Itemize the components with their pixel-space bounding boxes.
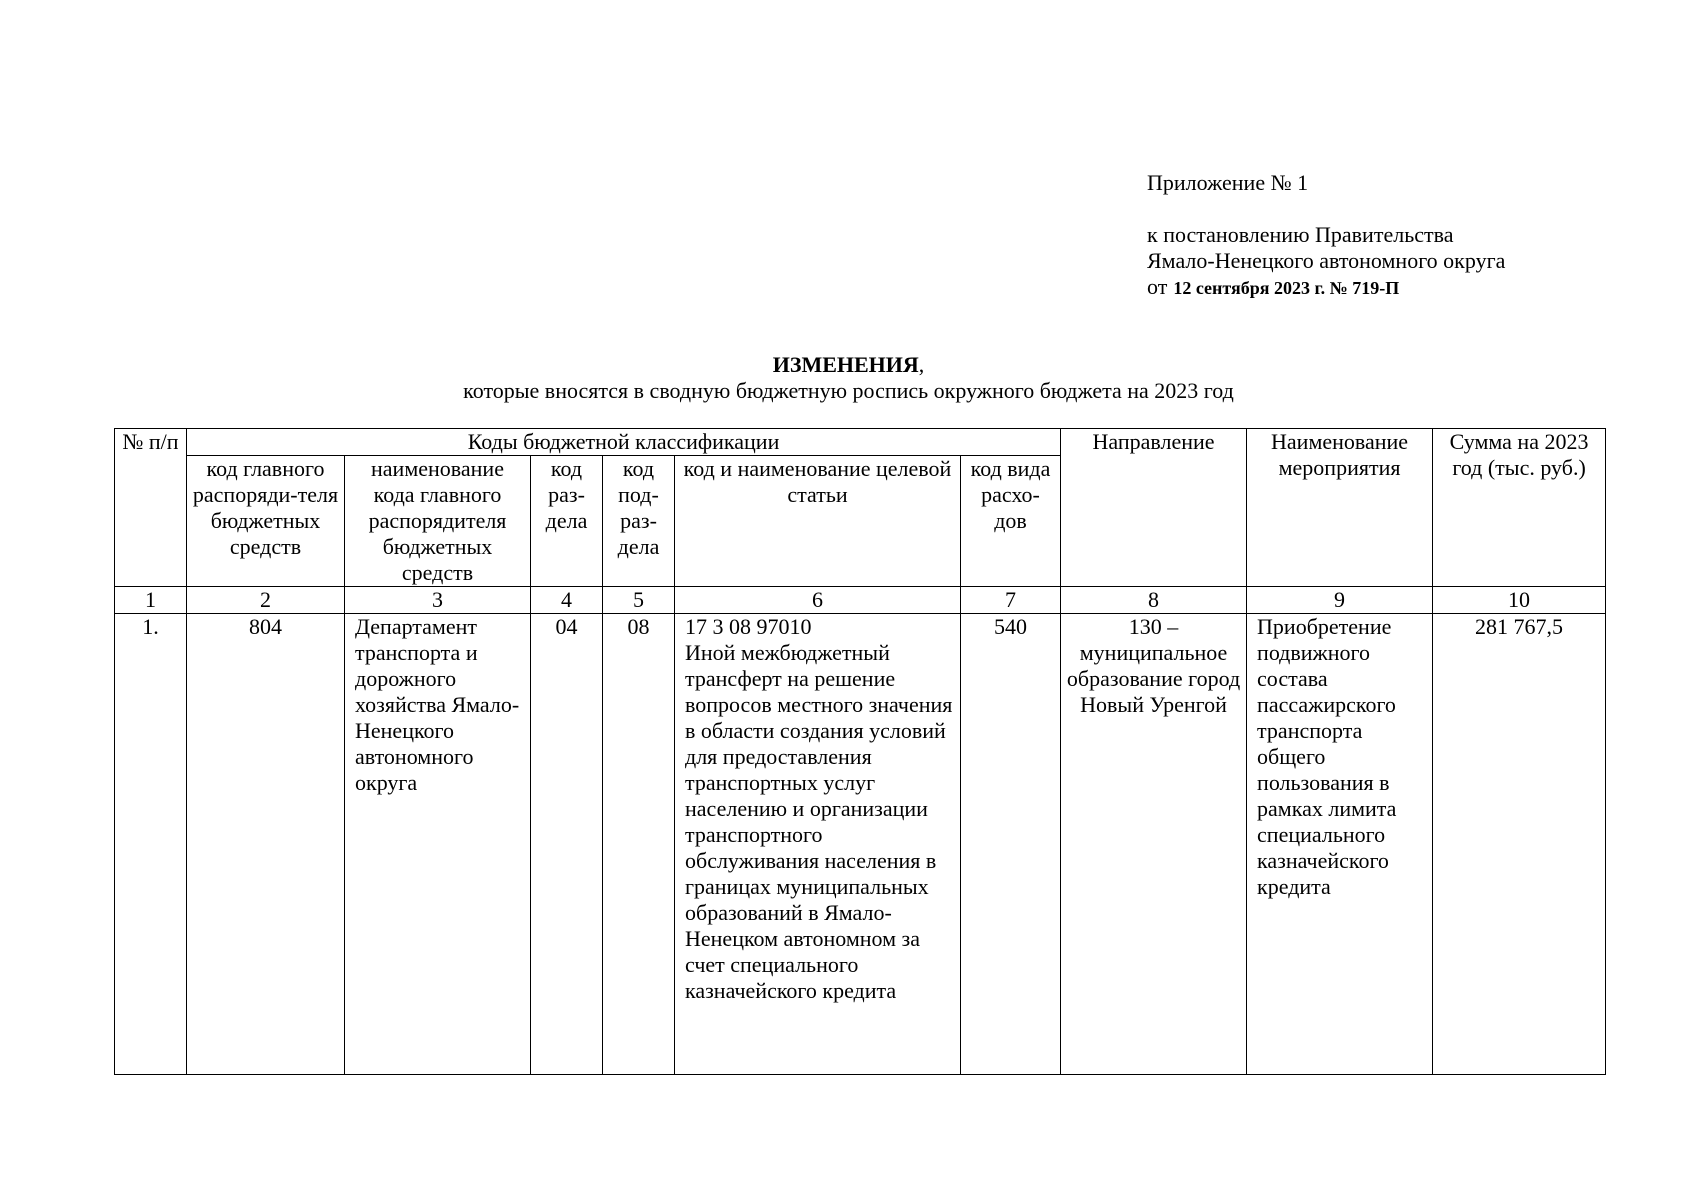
- table-row: [115, 614, 1606, 1075]
- row-target: [675, 614, 961, 1075]
- row-target-code: 17 3 08 97010: [685, 614, 812, 639]
- row-target-name: Иной межбюджетный трансферт на решение вопросов местного значения в области создания условий для предоставления транспортных услуг населению и организации транспортного обслуживания населения в границах муниципальных образований в Ямало-Ненецком автономном за счет специального казначейского кредита: [685, 640, 953, 1003]
- column-number: 8: [1061, 587, 1247, 614]
- document-subtitle: которые вносятся в сводную бюджетную роспись окружного бюджета на 2023 год: [463, 378, 1234, 403]
- document-heading: [0, 352, 1697, 404]
- column-number: 7: [961, 587, 1061, 614]
- attachment-date-line: [1147, 274, 1505, 301]
- column-number: 6: [675, 587, 961, 614]
- column-number: 2: [187, 587, 345, 614]
- attachment-number: Приложение № 1: [1147, 170, 1309, 195]
- header-section: код раз-дела: [531, 456, 603, 587]
- row-main-code: 804: [187, 614, 345, 1075]
- header-sum: Сумма на 2023 год (тыс. руб.): [1433, 429, 1606, 587]
- header-main-code: код главного распоряди-теля бюджетных средств: [187, 456, 345, 587]
- row-direction: 130 – муниципальное образование город Новый Уренгой: [1061, 614, 1247, 1075]
- column-number: 3: [345, 587, 531, 614]
- header-target: код и наименование целевой статьи: [675, 456, 961, 587]
- column-number: 9: [1247, 587, 1433, 614]
- row-sum: 281 767,5: [1433, 614, 1606, 1075]
- row-event-name: Приобретение подвижного состава пассажирского транспорта общего пользования в рамках лимита специального казначейского кредита: [1247, 614, 1433, 1075]
- heading-title-line: [0, 352, 1697, 378]
- column-number: 1: [115, 587, 187, 614]
- resolution-date: 12 сентября 2023 г. № 719-П: [1173, 278, 1400, 298]
- document-title: ИЗМЕНЕНИЯ: [772, 352, 919, 377]
- attachment-block: [1147, 170, 1505, 301]
- column-number: 4: [531, 587, 603, 614]
- column-number: 5: [603, 587, 675, 614]
- date-prefix: от: [1147, 274, 1168, 299]
- header-row-top: [115, 429, 1606, 456]
- header-codes-group: Коды бюджетной классификации: [187, 429, 1061, 456]
- column-number: 10: [1433, 587, 1606, 614]
- header-event-name: Наименование мероприятия: [1247, 429, 1433, 587]
- attachment-resolution: к постановлению Правительства: [1147, 222, 1454, 247]
- row-subsection: 08: [603, 614, 675, 1075]
- row-num: 1.: [115, 614, 187, 1075]
- header-direction: Направление: [1061, 429, 1247, 587]
- title-comma: ,: [918, 352, 925, 377]
- header-expense-type: код вида расхо-дов: [961, 456, 1061, 587]
- row-main-name: Департамент транспорта и дорожного хозяйства Ямало-Ненецкого автономного округа: [345, 614, 531, 1075]
- row-expense-type: 540: [961, 614, 1061, 1075]
- attachment-region: Ямало-Ненецкого автономного округа: [1147, 248, 1506, 273]
- header-num: № п/п: [115, 429, 187, 587]
- budget-changes-table: [114, 428, 1606, 1075]
- header-main-name: наименование кода главного распорядителя бюджетных средств: [345, 456, 531, 587]
- header-subsection: код под-раз-дела: [603, 456, 675, 587]
- column-numbers-row: [115, 587, 1606, 614]
- row-section: 04: [531, 614, 603, 1075]
